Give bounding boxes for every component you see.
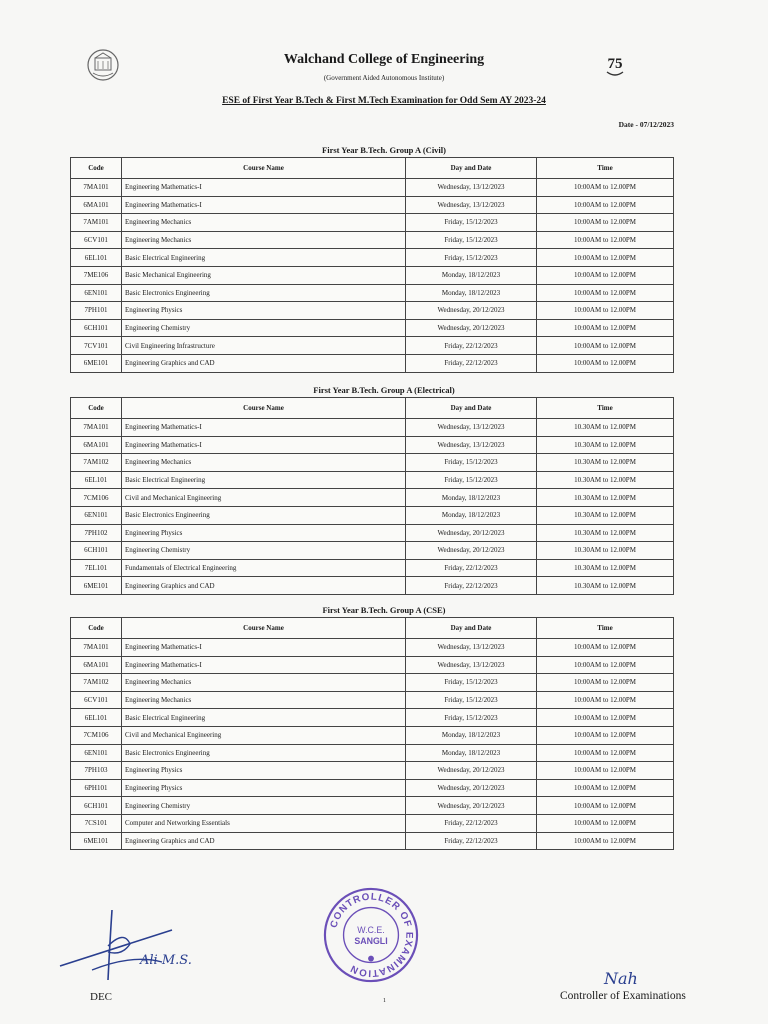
exam-date-cell: Wednesday, 13/12/2023 <box>406 656 537 674</box>
exam-time-cell: 10:00AM to 12.00PM <box>537 214 674 232</box>
course-code-cell: 6CH101 <box>71 319 122 337</box>
course-code-cell: 7PH102 <box>71 524 122 542</box>
course-code-cell: 6EN101 <box>71 744 122 762</box>
column-header-course: Course Name <box>122 618 406 639</box>
exam-time-cell: 10.30AM to 12.00PM <box>537 559 674 577</box>
course-code-cell: 6EL101 <box>71 249 122 267</box>
exam-date-cell: Wednesday, 13/12/2023 <box>406 419 537 437</box>
table-row <box>71 691 674 709</box>
dec-label: DEC <box>90 991 112 1003</box>
table-row <box>71 337 674 355</box>
exam-date-cell: Friday, 15/12/2023 <box>406 709 537 727</box>
table-row <box>71 674 674 692</box>
exam-time-cell: 10.30AM to 12.00PM <box>537 489 674 507</box>
table-row <box>71 302 674 320</box>
exam-time-cell: 10:00AM to 12.00PM <box>537 797 674 815</box>
course-code-cell: 6EL101 <box>71 709 122 727</box>
notice-date: Date - 07/12/2023 <box>618 120 674 129</box>
table-row <box>71 797 674 815</box>
exam-title: ESE of First Year B.Tech & First M.Tech Examination for Odd Sem AY 2023-24 <box>222 96 546 106</box>
exam-date-cell: Monday, 18/12/2023 <box>406 506 537 524</box>
table-header-row <box>71 398 674 419</box>
table-row <box>71 214 674 232</box>
exam-time-cell: 10:00AM to 12.00PM <box>537 249 674 267</box>
table-row <box>71 489 674 507</box>
course-name-cell: Engineering Mechanics <box>122 214 406 232</box>
course-code-cell: 7MA101 <box>71 639 122 657</box>
table-row <box>71 744 674 762</box>
exam-date-cell: Monday, 18/12/2023 <box>406 284 537 302</box>
course-name-cell: Engineering Mathematics-I <box>122 196 406 214</box>
table-row <box>71 577 674 595</box>
exam-time-cell: 10.30AM to 12.00PM <box>537 454 674 472</box>
column-header-code: Code <box>71 398 122 419</box>
course-name-cell: Engineering Mathematics-I <box>122 639 406 657</box>
table-row <box>71 471 674 489</box>
course-code-cell: 6EN101 <box>71 506 122 524</box>
exam-time-cell: 10:00AM to 12.00PM <box>537 302 674 320</box>
table-row <box>71 709 674 727</box>
table-row <box>71 284 674 302</box>
course-name-cell: Engineering Mathematics-I <box>122 419 406 437</box>
course-name-cell: Civil and Mechanical Engineering <box>122 489 406 507</box>
controller-signature-icon <box>600 962 660 992</box>
course-code-cell: 7AM101 <box>71 214 122 232</box>
exam-date-cell: Monday, 18/12/2023 <box>406 744 537 762</box>
course-name-cell: Civil Engineering Infrastructure <box>122 337 406 355</box>
exam-date-cell: Friday, 22/12/2023 <box>406 814 537 832</box>
course-name-cell: Engineering Mechanics <box>122 691 406 709</box>
course-name-cell: Basic Electrical Engineering <box>122 249 406 267</box>
column-header-code: Code <box>71 618 122 639</box>
exam-date-cell: Monday, 18/12/2023 <box>406 489 537 507</box>
exam-date-cell: Friday, 15/12/2023 <box>406 249 537 267</box>
exam-time-cell: 10:00AM to 12.00PM <box>537 284 674 302</box>
course-code-cell: 7PH103 <box>71 762 122 780</box>
exam-time-cell: 10:00AM to 12.00PM <box>537 744 674 762</box>
exam-time-cell: 10:00AM to 12.00PM <box>537 709 674 727</box>
table-row <box>71 814 674 832</box>
exam-date-cell: Wednesday, 13/12/2023 <box>406 436 537 454</box>
column-header-day: Day and Date <box>406 158 537 179</box>
exam-time-cell: 10:00AM to 12.00PM <box>537 196 674 214</box>
course-name-cell: Fundamentals of Electrical Engineering <box>122 559 406 577</box>
exam-time-cell: 10:00AM to 12.00PM <box>537 779 674 797</box>
course-code-cell: 7MA101 <box>71 179 122 197</box>
table-header-row <box>71 618 674 639</box>
exam-time-cell: 10:00AM to 12.00PM <box>537 726 674 744</box>
course-code-cell: 6CH101 <box>71 797 122 815</box>
exam-date-cell: Monday, 18/12/2023 <box>406 266 537 284</box>
course-code-cell: 7EL101 <box>71 559 122 577</box>
exam-date-cell: Friday, 22/12/2023 <box>406 354 537 372</box>
exam-date-cell: Friday, 22/12/2023 <box>406 337 537 355</box>
exam-time-cell: 10:00AM to 12.00PM <box>537 179 674 197</box>
table-row <box>71 542 674 560</box>
exam-time-cell: 10:00AM to 12.00PM <box>537 319 674 337</box>
exam-time-cell: 10.30AM to 12.00PM <box>537 506 674 524</box>
table-row <box>71 524 674 542</box>
stamp-center-line2: SANGLI <box>354 935 388 946</box>
table-row <box>71 436 674 454</box>
table-header-row <box>71 158 674 179</box>
course-name-cell: Basic Electronics Engineering <box>122 744 406 762</box>
course-code-cell: 6ME101 <box>71 577 122 595</box>
section-title-civil: First Year B.Tech. Group A (Civil) <box>322 145 446 155</box>
course-name-cell: Engineering Chemistry <box>122 319 406 337</box>
course-code-cell: 7AM102 <box>71 674 122 692</box>
exam-time-cell: 10:00AM to 12.00PM <box>537 337 674 355</box>
course-name-cell: Basic Electronics Engineering <box>122 284 406 302</box>
course-name-cell: Engineering Physics <box>122 779 406 797</box>
exam-time-cell: 10:00AM to 12.00PM <box>537 814 674 832</box>
exam-time-cell: 10:00AM to 12.00PM <box>537 691 674 709</box>
exam-time-cell: 10:00AM to 12.00PM <box>537 656 674 674</box>
course-code-cell: 6CV101 <box>71 231 122 249</box>
course-name-cell: Basic Electronics Engineering <box>122 506 406 524</box>
course-code-cell: 6MA101 <box>71 656 122 674</box>
table-row <box>71 231 674 249</box>
exam-time-cell: 10.30AM to 12.00PM <box>537 577 674 595</box>
page-number: 1 <box>383 998 386 1004</box>
exam-time-cell: 10:00AM to 12.00PM <box>537 266 674 284</box>
column-header-code: Code <box>71 158 122 179</box>
exam-date-cell: Friday, 15/12/2023 <box>406 214 537 232</box>
schedule-table-electrical <box>70 397 674 595</box>
table-row <box>71 319 674 337</box>
exam-time-cell: 10.30AM to 12.00PM <box>537 471 674 489</box>
schedule-table-civil <box>70 157 674 373</box>
college-subtitle: (Government Aided Autonomous Institute) <box>323 74 445 82</box>
column-header-day: Day and Date <box>406 398 537 419</box>
stamp-ring-text: CONTROLLER OF EXAMINATION <box>328 891 415 979</box>
course-name-cell: Basic Electrical Engineering <box>122 471 406 489</box>
course-code-cell: 6MA101 <box>71 436 122 454</box>
exam-date-cell: Wednesday, 13/12/2023 <box>406 196 537 214</box>
table-row <box>71 832 674 850</box>
exam-time-cell: 10.30AM to 12.00PM <box>537 524 674 542</box>
dec-signature-text: Ali M.S. <box>140 953 192 968</box>
table-row <box>71 266 674 284</box>
table-row <box>71 419 674 437</box>
course-code-cell: 7MA101 <box>71 419 122 437</box>
exam-time-cell: 10.30AM to 12.00PM <box>537 542 674 560</box>
table-row <box>71 656 674 674</box>
table-row <box>71 779 674 797</box>
table-row <box>71 639 674 657</box>
exam-date-cell: Friday, 22/12/2023 <box>406 577 537 595</box>
table-row <box>71 249 674 267</box>
controller-stamp-icon <box>322 886 420 984</box>
course-code-cell: 7CS101 <box>71 814 122 832</box>
exam-date-cell: Wednesday, 20/12/2023 <box>406 797 537 815</box>
course-code-cell: 6ME101 <box>71 354 122 372</box>
course-name-cell: Engineering Chemistry <box>122 797 406 815</box>
exam-time-cell: 10:00AM to 12.00PM <box>537 762 674 780</box>
column-header-time: Time <box>537 398 674 419</box>
course-code-cell: 6CH101 <box>71 542 122 560</box>
course-code-cell: 7CM106 <box>71 489 122 507</box>
exam-date-cell: Wednesday, 13/12/2023 <box>406 179 537 197</box>
course-code-cell: 6CV101 <box>71 691 122 709</box>
course-code-cell: 7ME106 <box>71 266 122 284</box>
table-row <box>71 196 674 214</box>
anniversary-logo-text: 75 <box>607 56 623 72</box>
table-row <box>71 354 674 372</box>
course-name-cell: Engineering Chemistry <box>122 542 406 560</box>
course-name-cell: Computer and Networking Essentials <box>122 814 406 832</box>
schedule-table-cse <box>70 617 674 850</box>
exam-time-cell: 10:00AM to 12.00PM <box>537 674 674 692</box>
course-name-cell: Engineering Graphics and CAD <box>122 354 406 372</box>
course-name-cell: Engineering Mathematics-I <box>122 436 406 454</box>
course-code-cell: 7PH101 <box>71 302 122 320</box>
course-name-cell: Engineering Mechanics <box>122 231 406 249</box>
table-row <box>71 506 674 524</box>
table-row <box>71 559 674 577</box>
exam-time-cell: 10:00AM to 12.00PM <box>537 639 674 657</box>
course-code-cell: 6EL101 <box>71 471 122 489</box>
course-name-cell: Engineering Mathematics-I <box>122 179 406 197</box>
exam-date-cell: Friday, 15/12/2023 <box>406 231 537 249</box>
course-code-cell: 7AM102 <box>71 454 122 472</box>
course-name-cell: Basic Mechanical Engineering <box>122 266 406 284</box>
course-code-cell: 6PH101 <box>71 779 122 797</box>
course-code-cell: 7CM106 <box>71 726 122 744</box>
exam-date-cell: Wednesday, 20/12/2023 <box>406 319 537 337</box>
course-code-cell: 7CV101 <box>71 337 122 355</box>
course-name-cell: Engineering Physics <box>122 762 406 780</box>
exam-date-cell: Wednesday, 20/12/2023 <box>406 779 537 797</box>
course-code-cell: 6EN101 <box>71 284 122 302</box>
course-name-cell: Engineering Mechanics <box>122 454 406 472</box>
exam-date-cell: Friday, 15/12/2023 <box>406 691 537 709</box>
section-title-electrical: First Year B.Tech. Group A (Electrical) <box>313 385 455 395</box>
course-name-cell: Basic Electrical Engineering <box>122 709 406 727</box>
table-row <box>71 179 674 197</box>
exam-date-cell: Friday, 15/12/2023 <box>406 454 537 472</box>
exam-time-cell: 10.30AM to 12.00PM <box>537 419 674 437</box>
course-name-cell: Engineering Physics <box>122 302 406 320</box>
exam-date-cell: Wednesday, 20/12/2023 <box>406 762 537 780</box>
course-name-cell: Engineering Mathematics-I <box>122 656 406 674</box>
exam-date-cell: Friday, 15/12/2023 <box>406 674 537 692</box>
exam-date-cell: Wednesday, 20/12/2023 <box>406 302 537 320</box>
table-row <box>71 762 674 780</box>
dec-signature-icon <box>52 900 222 990</box>
column-header-course: Course Name <box>122 398 406 419</box>
exam-date-cell: Wednesday, 20/12/2023 <box>406 524 537 542</box>
college-name: Walchand College of Engineering <box>283 52 485 67</box>
exam-time-cell: 10.30AM to 12.00PM <box>537 436 674 454</box>
exam-time-cell: 10:00AM to 12.00PM <box>537 832 674 850</box>
section-title-cse: First Year B.Tech. Group A (CSE) <box>322 605 446 615</box>
controller-signature-text: Nah <box>604 969 638 988</box>
column-header-course: Course Name <box>122 158 406 179</box>
course-name-cell: Civil and Mechanical Engineering <box>122 726 406 744</box>
column-header-day: Day and Date <box>406 618 537 639</box>
course-name-cell: Engineering Mechanics <box>122 674 406 692</box>
controller-label: Controller of Examinations <box>560 990 686 1002</box>
table-row <box>71 726 674 744</box>
exam-date-cell: Wednesday, 13/12/2023 <box>406 639 537 657</box>
exam-date-cell: Friday, 22/12/2023 <box>406 559 537 577</box>
table-row <box>71 454 674 472</box>
exam-date-cell: Friday, 15/12/2023 <box>406 471 537 489</box>
exam-date-cell: Monday, 18/12/2023 <box>406 726 537 744</box>
exam-date-cell: Friday, 22/12/2023 <box>406 832 537 850</box>
course-name-cell: Engineering Graphics and CAD <box>122 577 406 595</box>
column-header-time: Time <box>537 158 674 179</box>
exam-time-cell: 10:00AM to 12.00PM <box>537 231 674 249</box>
column-header-time: Time <box>537 618 674 639</box>
stamp-center-line1: W.C.E. <box>357 925 385 936</box>
course-name-cell: Engineering Graphics and CAD <box>122 832 406 850</box>
exam-time-cell: 10:00AM to 12.00PM <box>537 354 674 372</box>
course-code-cell: 6ME101 <box>71 832 122 850</box>
exam-date-cell: Wednesday, 20/12/2023 <box>406 542 537 560</box>
course-name-cell: Engineering Physics <box>122 524 406 542</box>
course-code-cell: 6MA101 <box>71 196 122 214</box>
